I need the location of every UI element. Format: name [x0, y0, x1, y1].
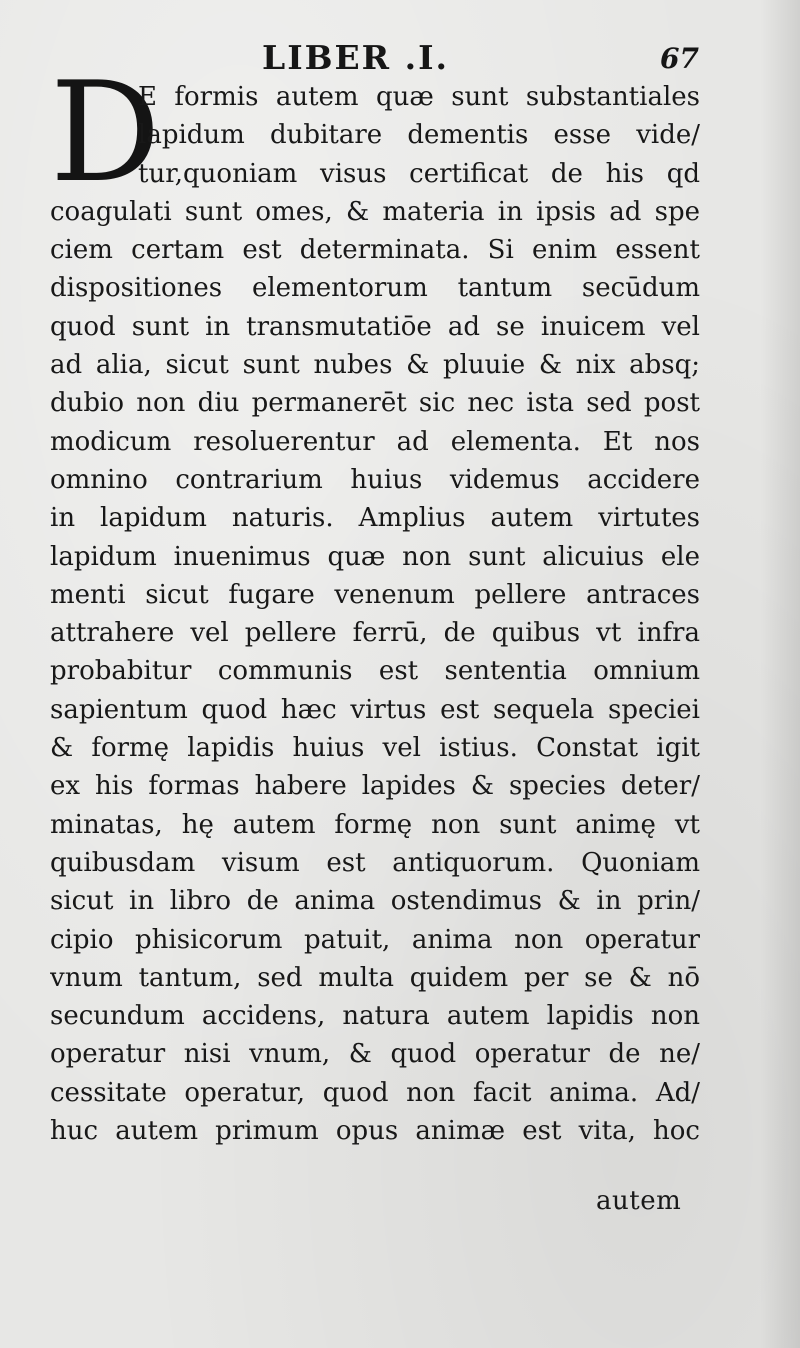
text-line: E formis autem quæ sunt substantiales: [138, 82, 700, 112]
text-line: sicut in libro de anima ostendimus & in prin/: [50, 886, 700, 917]
text-line: secundum accidens, natura autem lapidis non: [50, 1001, 700, 1032]
text-line: tur,quoniam visus certificat de his qd: [138, 158, 700, 189]
text-line: omnino contrarium huius videmus accidere: [50, 464, 700, 495]
body-text: [50, 78, 700, 1150]
text-line: modicum resoluerentur ad elementa. Et nos: [50, 426, 700, 457]
text-line: ex his formas habere lapides & species deter/: [50, 771, 700, 802]
text-line: dubio non diu permanerēt sic nec ista sed post: [50, 388, 700, 419]
text-line: in lapidum naturis. Amplius autem virtutes: [50, 503, 700, 534]
text-line: menti sicut fugare venenum pellere antraces: [50, 579, 700, 610]
running-title: LIBER .I.: [262, 38, 450, 77]
text-line: coagulati sunt omes, & materia in ipsis ad spe: [50, 196, 700, 227]
text-line: huc autem primum opus animæ est vita, hoc: [50, 1116, 700, 1147]
drop-cap-initial: D: [50, 52, 161, 213]
text-line: & formę lapidis huius vel istius. Constat igit: [50, 733, 700, 764]
text-line: ad alia, sicut sunt nubes & pluuie & nix absq;: [50, 350, 700, 381]
catchword: autem: [596, 1186, 682, 1216]
text-line: attrahere vel pellere ferrū, de quibus vt infra: [50, 618, 700, 649]
text-line: vnum tantum, sed multa quidem per se & nō: [50, 962, 700, 993]
text-line: minatas, hę autem formę non sunt animę vt: [50, 809, 700, 840]
text-line: lapidum dubitare dementis esse vide/: [138, 120, 700, 151]
page-number: 67: [660, 42, 699, 75]
text-line: quibusdam visum est antiquorum. Quoniam: [50, 847, 700, 878]
text-line: sapientum quod hæc virtus est sequela speciei: [50, 694, 700, 725]
text-line: ciem certam est determinata. Si enim essent: [50, 235, 700, 266]
text-line: cipio phisicorum patuit, anima non operatur: [50, 924, 700, 955]
text-line: quod sunt in transmutatiōe ad se inuicem vel: [50, 311, 700, 342]
text-line: dispositiones elementorum tantum secūdum: [50, 273, 700, 304]
text-line: cessitate operatur, quod non facit anima. Ad/: [50, 1077, 700, 1108]
text-line: lapidum inuenimus quæ non sunt alicuius ele: [50, 541, 700, 572]
text-line: operatur nisi vnum, & quod operatur de ne/: [50, 1039, 700, 1070]
text-line: probabitur communis est sententia omnium: [50, 656, 700, 687]
